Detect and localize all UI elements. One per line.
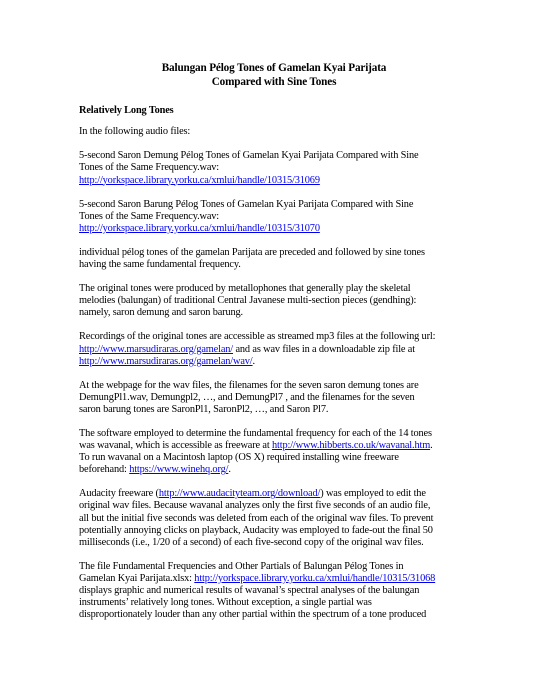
- document-page: [79, 62, 469, 633]
- recordings-line-1: Recordings of the original tones are accessible as streamed mp3 files at the following url:: [79, 331, 436, 343]
- file-2-line-2: Tones of the Same Frequency.wav:: [79, 210, 220, 222]
- wavanal-link[interactable]: http://www.hibberts.co.uk/wavanal.htm: [271, 440, 431, 452]
- file-results-line-3: displays graphic and numerical results of wavanal’s spectral analyses of the balungan: [79, 585, 420, 596]
- recordings-line-2: [79, 344, 469, 356]
- software-line-4: [79, 464, 469, 476]
- audacity-line-1-end: ) was employed to edit the: [320, 488, 426, 500]
- document-title: [79, 62, 469, 89]
- file-2-line-1: 5-second Saron Barung Pélog Tones of Gamelan Kyai Parijata Compared with Sine: [79, 198, 414, 210]
- file-1-line-1: 5-second Saron Demung Pélog Tones of Gamelan Kyai Parijata Compared with Sine: [79, 150, 419, 162]
- audacity-line-1-text: Audacity freeware (: [79, 488, 159, 500]
- original-line-3: namely, saron demung and saron barung.: [79, 307, 243, 319]
- file-results-line-2-text: Gamelan Kyai Parijata.xlsx:: [79, 572, 195, 584]
- webpage-line-1: At the webpage for the wav files, the filenames for the seven saron demung tones are: [79, 379, 419, 391]
- software-paragraph: [79, 428, 469, 476]
- original-line-1: The original tones were produced by metallophones that generally play the skeletal: [79, 283, 411, 295]
- webpage-line-2: DemungPl1.wav, Demungpl2, …, and DemungPl7 , and the filenames for the seven: [79, 391, 415, 403]
- software-line-2-end: .: [430, 440, 433, 452]
- individual-line-2: having the same fundamental frequency.: [79, 259, 241, 271]
- recordings-line-3: [79, 356, 469, 368]
- individual-line-1: individual pélog tones of the gamelan Parijata are preceded and followed by sine tones: [79, 246, 425, 258]
- spreadsheet-link[interactable]: http://yorkspace.library.yorku.ca/xmlui/handle/10315/31068: [194, 572, 436, 584]
- original-line-2: melodies (balungan) of traditional Central Javanese multi-section pieces (gendhing):: [79, 295, 417, 307]
- intro-paragraph: In the following audio files:: [79, 126, 191, 138]
- file-1-link[interactable]: http://yorkspace.library.yorku.ca/xmlui/handle/10315/31069: [79, 174, 320, 186]
- title-line-2: Compared with Sine Tones: [211, 75, 337, 88]
- file-results-paragraph: [79, 561, 469, 621]
- audacity-link[interactable]: http://www.audacityteam.org/download/: [158, 488, 321, 500]
- audacity-line-5: milliseconds (i.e., 1/20 of a second) of each five-second copy of the original wav files.: [79, 536, 424, 548]
- file-results-line-4: instruments’ relatively long tones. Without exception, a single partial was: [79, 597, 372, 609]
- audacity-line-3: all but the initial five seconds was deleted from each of the original wav files. To prevent: [79, 512, 434, 524]
- audacity-paragraph: [79, 488, 469, 548]
- file-results-line-1: The file Fundamental Frequencies and Other Partials of Balungan Pélog Tones in: [79, 560, 404, 572]
- section-heading: Relatively Long Tones: [79, 105, 174, 117]
- software-line-3: To run wavanal on a Macintosh laptop (OS X) required installing wine freeware: [79, 452, 399, 464]
- recordings-line-3-text: .: [252, 355, 255, 367]
- file-results-line-2: [79, 573, 469, 585]
- marsudiraras-gamelan-link[interactable]: http://www.marsudiraras.org/gamelan/: [79, 343, 234, 355]
- software-line-2-text: was wavanal, which is accessible as freeware at: [79, 440, 272, 452]
- audacity-line-4: potentially annoying clicks on playback, Audacity was employed to fade-out the final 50: [79, 524, 433, 536]
- recordings-line-2-text: and as wav files in a downloadable zip file at: [233, 343, 415, 355]
- audacity-line-2: original wav files. Because wavanal analyzes only the first five seconds of an audio file,: [79, 500, 431, 512]
- file-2-link[interactable]: http://yorkspace.library.yorku.ca/xmlui/handle/10315/31070: [79, 222, 320, 234]
- webpage-line-3: saron barung tones are SaronPl1, SaronPl2, …, and Saron Pl7.: [79, 403, 329, 415]
- winehq-link[interactable]: https://www.winehq.org/: [129, 464, 229, 476]
- recordings-paragraph: [79, 331, 469, 367]
- file-results-line-5: disproportionately louder than any other partial within the spectrum of a tone produced: [79, 609, 427, 621]
- software-line-2: [79, 440, 469, 452]
- original-paragraph: [79, 283, 469, 319]
- individual-paragraph: [79, 247, 469, 271]
- file-1-paragraph: [79, 150, 469, 186]
- software-line-4-text: beforehand:: [79, 464, 130, 476]
- software-line-1: The software employed to determine the fundamental frequency for each of the 14 tones: [79, 427, 432, 439]
- software-line-4-end: .: [228, 464, 231, 476]
- title-line-1: Balungan Pélog Tones of Gamelan Kyai Parijata: [161, 62, 387, 74]
- file-2-paragraph: [79, 199, 469, 235]
- file-1-line-2: Tones of the Same Frequency.wav:: [79, 162, 220, 174]
- webpage-paragraph: [79, 380, 469, 416]
- marsudiraras-wav-link[interactable]: http://www.marsudiraras.org/gamelan/wav/: [79, 355, 253, 367]
- audacity-line-1: [79, 488, 469, 500]
